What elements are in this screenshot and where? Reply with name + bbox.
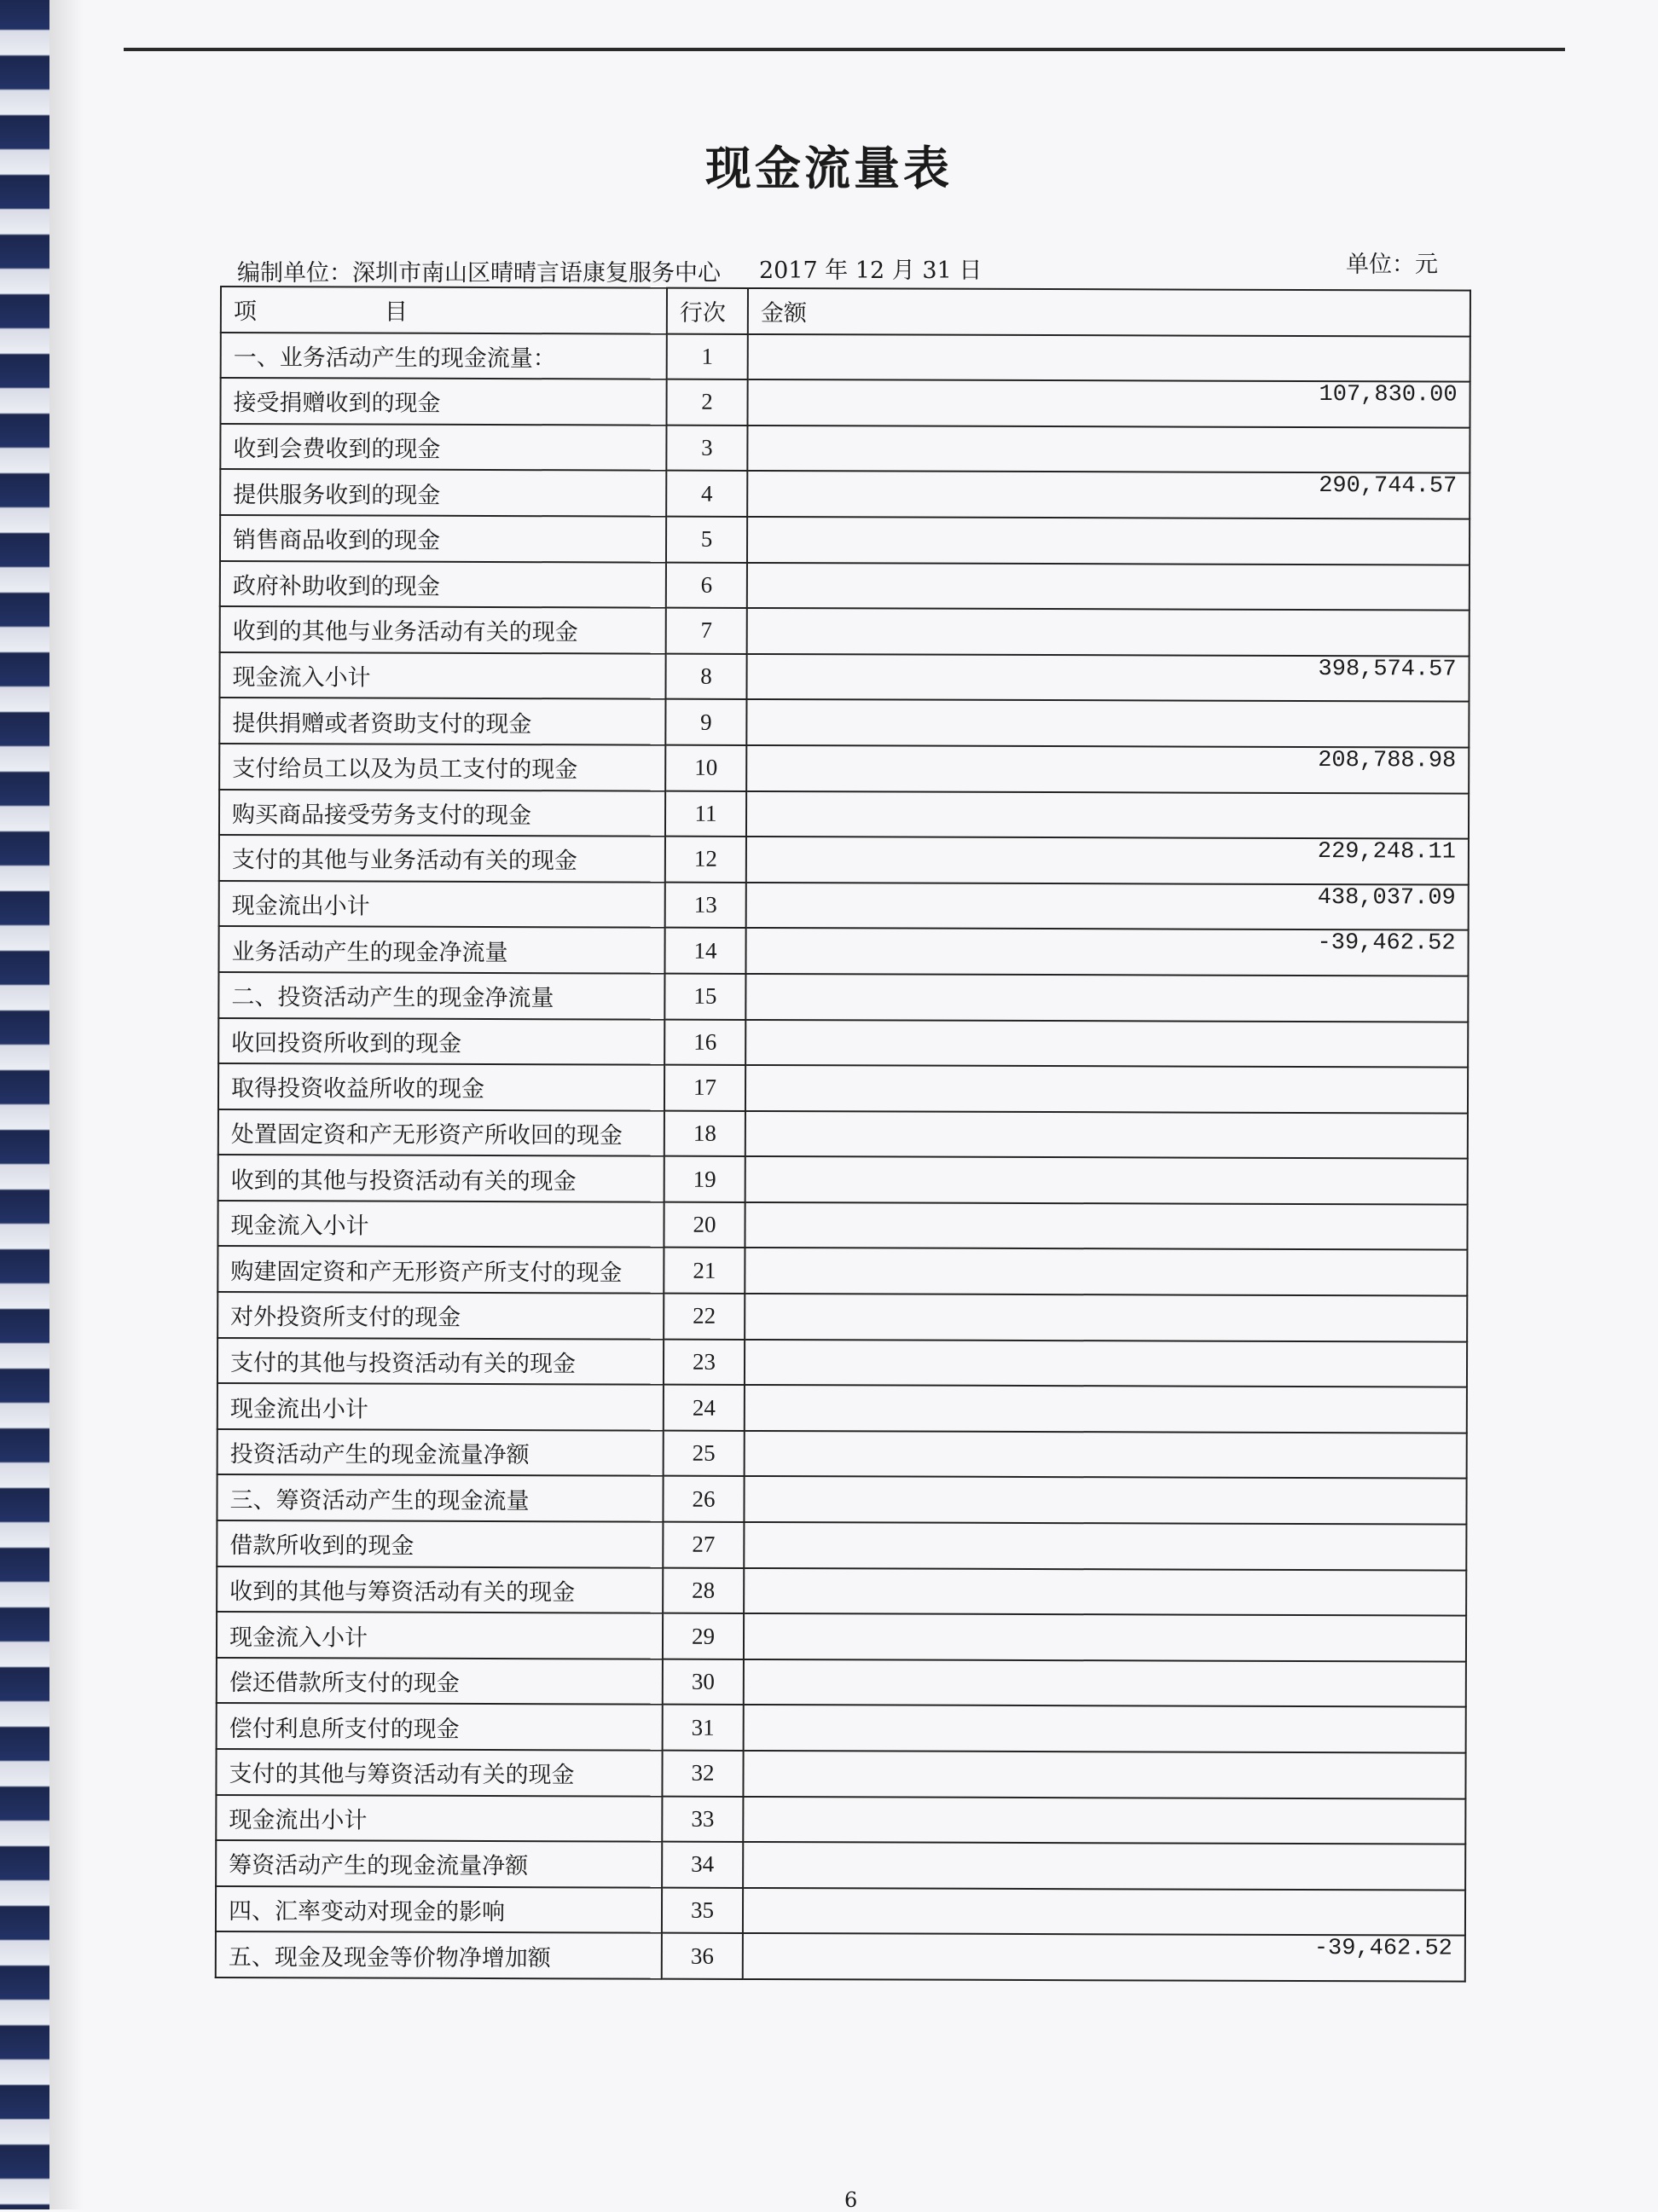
row-item: 现金流入小计 bbox=[217, 1201, 664, 1248]
row-item: 偿还借款所支付的现金 bbox=[217, 1658, 663, 1705]
row-item: 提供捐赠或者资助支付的现金 bbox=[219, 698, 665, 744]
header-item-b: 目 bbox=[384, 298, 408, 326]
row-line-number: 13 bbox=[665, 882, 746, 928]
row-item: 现金流入小计 bbox=[219, 652, 665, 699]
row-item: 现金流入小计 bbox=[217, 1612, 663, 1659]
row-item: 收回投资所收到的现金 bbox=[218, 1017, 664, 1064]
page-number: 6 bbox=[844, 2188, 858, 2212]
row-line-number: 29 bbox=[663, 1613, 744, 1659]
spiral-binding bbox=[0, 0, 49, 2209]
row-item: 购建固定资和产无形资产所支付的现金 bbox=[217, 1246, 664, 1293]
row-amount bbox=[743, 1842, 1465, 1890]
row-line-number: 12 bbox=[665, 837, 746, 883]
page-title: 现金流量表 bbox=[705, 142, 953, 195]
table-row bbox=[217, 1658, 1466, 1707]
table-row bbox=[217, 1474, 1466, 1524]
row-line-number: 20 bbox=[664, 1202, 745, 1248]
row-line-number: 8 bbox=[665, 653, 746, 699]
table-row bbox=[219, 698, 1469, 747]
report-date: 2017 年 12 月 31 日 bbox=[759, 258, 983, 284]
row-item: 四、汇率变动对现金的影响 bbox=[216, 1886, 662, 1933]
row-amount: -39,462.52 bbox=[745, 928, 1468, 976]
row-amount bbox=[744, 1476, 1466, 1524]
row-line-number: 21 bbox=[664, 1248, 745, 1294]
table-row bbox=[217, 1429, 1467, 1479]
row-line-number: 19 bbox=[664, 1156, 745, 1202]
row-item: 收到的其他与筹资活动有关的现金 bbox=[217, 1566, 663, 1613]
row-line-number: 24 bbox=[664, 1385, 745, 1431]
row-item: 接受捐赠收到的现金 bbox=[220, 378, 666, 425]
row-amount bbox=[745, 1248, 1467, 1295]
row-item: 提供服务收到的现金 bbox=[220, 469, 666, 516]
row-line-number: 16 bbox=[664, 1019, 745, 1065]
row-line-number: 23 bbox=[664, 1339, 745, 1385]
row-amount bbox=[745, 1019, 1468, 1067]
row-amount bbox=[747, 517, 1470, 565]
row-line-number: 7 bbox=[666, 608, 747, 654]
row-amount bbox=[744, 1568, 1466, 1616]
row-item: 收到的其他与投资活动有关的现金 bbox=[218, 1155, 664, 1202]
row-amount: 229,248.11 bbox=[746, 837, 1469, 884]
table-row bbox=[218, 1109, 1468, 1159]
row-item: 支付给员工以及为员工支付的现金 bbox=[219, 744, 665, 790]
row-item: 借款所收到的现金 bbox=[217, 1520, 663, 1567]
row-item: 支付的其他与筹资活动有关的现金 bbox=[216, 1749, 662, 1796]
row-item: 筹资活动产生的现金流量净额 bbox=[216, 1840, 662, 1887]
row-item: 取得投资收益所收的现金 bbox=[218, 1063, 664, 1110]
row-amount bbox=[745, 1111, 1468, 1159]
row-amount bbox=[745, 1156, 1468, 1204]
row-item: 五、现金及现金等价物净增加额 bbox=[216, 1931, 662, 1978]
table-row bbox=[220, 606, 1470, 656]
row-amount bbox=[747, 426, 1470, 473]
table-row bbox=[219, 881, 1469, 930]
row-amount bbox=[745, 1340, 1467, 1387]
table-row bbox=[217, 1201, 1467, 1250]
binding-shadow bbox=[49, 0, 84, 2209]
row-amount: -39,462.52 bbox=[743, 1933, 1465, 1981]
row-item: 三、筹资活动产生的现金流量 bbox=[217, 1474, 663, 1521]
row-amount: 208,788.98 bbox=[746, 745, 1469, 793]
row-amount bbox=[744, 1613, 1466, 1661]
row-amount: 398,574.57 bbox=[746, 654, 1469, 702]
row-line-number: 5 bbox=[666, 517, 747, 563]
table-row bbox=[218, 926, 1468, 976]
row-item: 现金流出小计 bbox=[217, 1383, 664, 1430]
table-row bbox=[220, 424, 1470, 473]
table-row bbox=[219, 835, 1469, 884]
header-line: 行次 bbox=[667, 288, 748, 334]
row-item: 政府补助收到的现金 bbox=[220, 561, 666, 608]
table-row bbox=[217, 1338, 1467, 1387]
table-row bbox=[219, 790, 1469, 839]
row-item: 购买商品接受劳务支付的现金 bbox=[219, 790, 665, 837]
header-amount: 金额 bbox=[748, 288, 1470, 336]
row-item: 投资活动产生的现金流量净额 bbox=[217, 1429, 664, 1476]
row-item: 支付的其他与业务活动有关的现金 bbox=[219, 835, 665, 882]
top-rule bbox=[124, 48, 1565, 51]
table-row bbox=[217, 1703, 1466, 1752]
org-name: 编制单位：深圳市南山区晴晴言语康复服务中心 bbox=[237, 260, 721, 287]
row-amount bbox=[744, 1522, 1466, 1570]
table-row bbox=[216, 1840, 1465, 1890]
row-line-number: 31 bbox=[663, 1705, 744, 1751]
row-line-number: 1 bbox=[667, 333, 748, 379]
row-amount bbox=[748, 334, 1470, 382]
table-row bbox=[216, 1749, 1465, 1798]
row-amount: 107,830.00 bbox=[747, 379, 1470, 427]
table-header-row bbox=[221, 287, 1470, 336]
header-item bbox=[221, 287, 667, 333]
row-line-number: 34 bbox=[662, 1842, 743, 1888]
row-line-number: 33 bbox=[662, 1796, 743, 1842]
row-amount bbox=[747, 563, 1470, 611]
row-line-number: 18 bbox=[664, 1110, 745, 1156]
table-row bbox=[221, 333, 1470, 382]
row-line-number: 2 bbox=[666, 379, 747, 426]
row-item: 收到会费收到的现金 bbox=[220, 424, 666, 471]
currency-unit: 单位：元 bbox=[1346, 252, 1438, 278]
table-row bbox=[220, 515, 1470, 565]
row-line-number: 11 bbox=[665, 790, 746, 837]
table-row bbox=[217, 1566, 1466, 1616]
row-line-number: 36 bbox=[662, 1933, 743, 1979]
row-line-number: 9 bbox=[665, 699, 746, 745]
row-line-number: 15 bbox=[664, 974, 745, 1020]
row-item: 一、业务活动产生的现金流量： bbox=[221, 333, 667, 379]
row-line-number: 4 bbox=[666, 471, 747, 517]
table-row bbox=[220, 378, 1470, 427]
table-row bbox=[218, 1063, 1468, 1113]
table-row bbox=[219, 652, 1469, 702]
row-item: 现金流出小计 bbox=[219, 881, 665, 928]
row-item: 二、投资活动产生的现金净流量 bbox=[218, 972, 664, 1019]
row-item: 支付的其他与投资活动有关的现金 bbox=[217, 1338, 664, 1385]
row-amount: 290,744.57 bbox=[747, 471, 1470, 518]
row-item: 业务活动产生的现金净流量 bbox=[218, 926, 664, 973]
row-amount bbox=[745, 1294, 1467, 1341]
row-line-number: 14 bbox=[664, 928, 745, 974]
row-line-number: 17 bbox=[664, 1065, 745, 1111]
row-line-number: 26 bbox=[663, 1476, 744, 1522]
row-line-number: 3 bbox=[666, 425, 747, 471]
row-amount bbox=[745, 1431, 1467, 1479]
row-amount bbox=[745, 974, 1468, 1022]
row-amount bbox=[744, 1705, 1466, 1752]
row-line-number: 10 bbox=[665, 745, 746, 791]
table-row bbox=[217, 1520, 1466, 1570]
row-amount bbox=[745, 1065, 1468, 1113]
row-line-number: 28 bbox=[663, 1567, 744, 1613]
cash-flow-table bbox=[215, 286, 1471, 1983]
row-item: 销售商品收到的现金 bbox=[220, 515, 666, 562]
row-item: 对外投资所支付的现金 bbox=[217, 1292, 664, 1339]
row-amount bbox=[743, 1751, 1465, 1798]
row-item: 收到的其他与业务活动有关的现金 bbox=[220, 606, 666, 653]
row-amount: 438,037.09 bbox=[746, 883, 1469, 930]
table-row bbox=[218, 1017, 1468, 1067]
table-row bbox=[220, 469, 1470, 518]
table-row bbox=[217, 1383, 1467, 1433]
row-item: 现金流出小计 bbox=[216, 1795, 662, 1842]
row-amount bbox=[744, 1659, 1466, 1707]
row-amount bbox=[747, 608, 1470, 656]
row-line-number: 30 bbox=[663, 1659, 744, 1705]
table-row bbox=[218, 1155, 1468, 1204]
row-amount bbox=[746, 790, 1469, 838]
table-row bbox=[217, 1246, 1467, 1295]
row-item: 处置固定资和产无形资产所收回的现金 bbox=[218, 1109, 664, 1156]
table-row bbox=[217, 1612, 1466, 1661]
table-row bbox=[216, 1931, 1465, 1981]
row-line-number: 22 bbox=[664, 1294, 745, 1340]
row-amount bbox=[745, 1202, 1467, 1250]
row-amount bbox=[743, 1888, 1465, 1936]
table-row bbox=[217, 1292, 1467, 1341]
table-row bbox=[219, 744, 1469, 793]
table-row bbox=[220, 561, 1470, 611]
row-item: 偿付利息所支付的现金 bbox=[217, 1703, 663, 1750]
row-line-number: 27 bbox=[663, 1522, 744, 1568]
table-row bbox=[216, 1886, 1465, 1936]
row-line-number: 32 bbox=[662, 1751, 743, 1797]
table-row bbox=[216, 1795, 1465, 1844]
row-line-number: 25 bbox=[664, 1430, 745, 1476]
row-line-number: 35 bbox=[662, 1887, 743, 1933]
row-amount bbox=[746, 699, 1469, 747]
row-amount bbox=[743, 1797, 1465, 1844]
row-line-number: 6 bbox=[666, 562, 747, 608]
table-row bbox=[218, 972, 1468, 1022]
row-amount bbox=[745, 1385, 1467, 1433]
header-item-a: 项 bbox=[233, 298, 257, 326]
